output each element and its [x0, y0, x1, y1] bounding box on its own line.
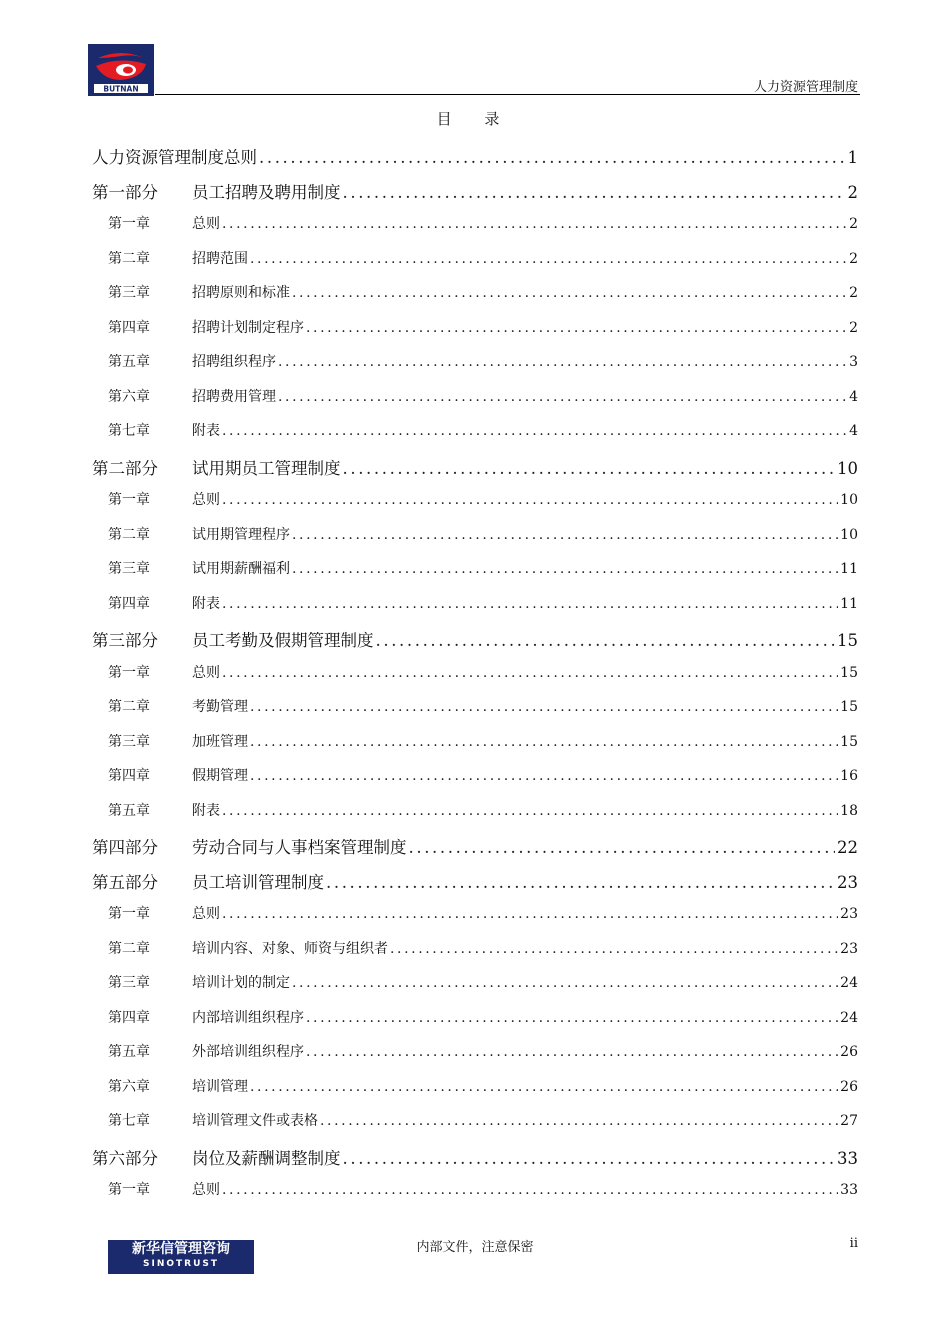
toc-entry-page: 2: [849, 285, 858, 301]
toc-entry-number: 第四部分: [92, 838, 158, 857]
company-logo: [88, 44, 154, 96]
toc-dot-leader: [259, 148, 846, 167]
toc-entry-page: 24: [840, 1009, 858, 1026]
toc-entry-label: 总则: [192, 664, 220, 681]
toc-dot-leader: [343, 459, 836, 478]
toc-entry-label: 考勤管理: [192, 699, 248, 715]
toc-chapter-entry[interactable]: [92, 696, 858, 731]
logo-text: BUTNAN: [103, 84, 139, 94]
company-logo-mark: [88, 44, 154, 96]
toc-entry-label: 招聘范围: [192, 250, 248, 267]
toc-part-entry[interactable]: [92, 1145, 858, 1180]
toc-dot-leader: [306, 320, 847, 336]
header-divider: [155, 94, 860, 95]
toc-dot-leader: [222, 1182, 838, 1198]
toc-entry-label: 内部培训组织程序: [192, 1009, 304, 1026]
toc-entry-number: 第三章: [108, 733, 150, 750]
toc-dot-leader: [292, 285, 847, 301]
toc-chapter-entry[interactable]: [92, 972, 858, 1007]
toc-entry-page: 18: [840, 802, 858, 819]
table-of-contents: [92, 144, 858, 1214]
toc-dot-leader: [222, 216, 847, 232]
toc-part-entry[interactable]: [92, 834, 858, 869]
toc-entry-label: 外部培训组织程序: [192, 1044, 304, 1060]
toc-entry-label: 附表: [192, 802, 220, 819]
toc-entry-number: 第六部分: [92, 1148, 158, 1168]
toc-entry-label: 假期管理: [192, 768, 248, 784]
toc-entry-number: 第五部分: [92, 872, 158, 892]
toc-chapter-entry[interactable]: [92, 524, 858, 559]
toc-chapter-entry[interactable]: [92, 558, 858, 593]
toc-dot-leader: [250, 699, 838, 715]
toc-entry-page: 4: [849, 388, 858, 405]
toc-chapter-entry[interactable]: [92, 1076, 858, 1111]
toc-entry-page: 4: [849, 423, 858, 439]
toc-entry-page: 2: [849, 319, 858, 336]
toc-part-entry[interactable]: [92, 627, 858, 662]
toc-entry-number: 第三章: [108, 285, 150, 301]
toc-entry-label: 人力资源管理制度总则: [92, 148, 257, 167]
toc-dot-leader: [343, 183, 846, 202]
toc-chapter-entry[interactable]: [92, 248, 858, 283]
toc-dot-leader: [222, 906, 838, 922]
toc-entry-label: 加班管理: [192, 733, 248, 750]
toc-dot-leader: [326, 873, 835, 892]
toc-part-entry[interactable]: [92, 455, 858, 490]
toc-entry-label: 培训计划的制定: [192, 975, 290, 991]
toc-entry-page: 24: [840, 975, 858, 991]
document-header-title: 人力资源管理制度: [753, 80, 858, 95]
toc-entry-number: 第三章: [108, 975, 150, 991]
toc-entry-page: 23: [840, 940, 858, 957]
toc-entry-label: 招聘费用管理: [192, 388, 276, 405]
toc-dot-leader: [250, 768, 838, 784]
toc-title: 目 录: [436, 110, 514, 128]
toc-entry-page: 22: [837, 838, 858, 857]
toc-chapter-entry[interactable]: [92, 593, 858, 628]
toc-entry-number: 第二章: [108, 526, 150, 543]
toc-entry-label: 员工招聘及聘用制度: [192, 182, 341, 202]
toc-entry-number: 第一章: [108, 906, 150, 922]
toc-entry-number: 第四章: [108, 768, 150, 784]
toc-entry-number: 第七章: [108, 1113, 150, 1129]
toc-chapter-entry[interactable]: [92, 489, 858, 524]
toc-entry-label: 招聘原则和标准: [192, 285, 290, 301]
toc-entry-page: 11: [840, 595, 858, 612]
toc-dot-leader: [278, 354, 847, 370]
toc-dot-leader: [222, 803, 838, 819]
toc-chapter-entry[interactable]: [92, 351, 858, 386]
toc-entry-number: 第二部分: [92, 458, 158, 478]
toc-entry-label: 总则: [192, 906, 220, 922]
toc-dot-leader: [320, 1113, 838, 1129]
toc-entry-label: 员工考勤及假期管理制度: [192, 631, 374, 650]
toc-entry-number: 第一章: [108, 492, 150, 508]
toc-entry-number: 第四章: [108, 319, 150, 336]
toc-entry-number: 第二章: [108, 940, 150, 957]
toc-entry-number: 第五章: [108, 1044, 150, 1060]
toc-dot-leader: [250, 251, 847, 267]
toc-part-entry[interactable]: [92, 179, 858, 214]
toc-entry-label: 总则: [192, 1182, 220, 1198]
toc-dot-leader: [292, 975, 838, 991]
toc-entry-page: 10: [840, 492, 858, 508]
toc-entry-number: 第六章: [108, 1078, 150, 1095]
toc-chapter-entry[interactable]: [92, 1110, 858, 1145]
toc-entry-number: 第三章: [108, 561, 150, 577]
toc-entry-label: 附表: [192, 595, 220, 612]
toc-entry-label: 附表: [192, 423, 220, 439]
toc-entry-number: 第五章: [108, 802, 150, 819]
toc-dot-leader: [278, 389, 847, 405]
toc-entry-number: 第七章: [108, 423, 150, 439]
toc-dot-leader: [343, 1149, 836, 1168]
toc-entry-number: 第四章: [108, 595, 150, 612]
toc-entry-label: 总则: [192, 216, 220, 232]
toc-chapter-entry[interactable]: [92, 938, 858, 973]
toc-part-entry[interactable]: [92, 869, 858, 904]
toc-entry-page: 11: [840, 561, 858, 577]
toc-entry-page: 10: [840, 526, 858, 543]
toc-entry-page: 2: [849, 216, 858, 232]
toc-chapter-entry[interactable]: [92, 903, 858, 938]
toc-entry-page: 27: [840, 1113, 858, 1129]
toc-entry-page: 10: [837, 458, 858, 478]
toc-dot-leader: [376, 631, 836, 650]
toc-dot-leader: [292, 527, 838, 543]
page-number: ii: [849, 1236, 858, 1251]
toc-entry-label: 培训管理: [192, 1078, 248, 1095]
footer-logo-cn: 新华信管理咨询: [132, 1241, 230, 1257]
toc-chapter-entry[interactable]: [92, 765, 858, 800]
toc-entry-page: 3: [849, 354, 858, 370]
toc-entry-label: 试用期薪酬福利: [192, 561, 290, 577]
toc-entry-label: 员工培训管理制度: [192, 872, 324, 892]
toc-entry-number: 第六章: [108, 388, 150, 405]
toc-chapter-entry[interactable]: [92, 282, 858, 317]
toc-entry-label: 总则: [192, 492, 220, 508]
toc-entry-page: 2: [847, 182, 858, 202]
toc-dot-leader: [390, 941, 838, 957]
toc-entry-page: 26: [840, 1044, 858, 1060]
toc-entry-page: 23: [837, 872, 858, 892]
toc-entry-page: 2: [849, 250, 858, 267]
toc-entry-label: 试用期管理程序: [192, 526, 290, 543]
toc-chapter-entry[interactable]: [92, 420, 858, 455]
toc-dot-leader: [250, 734, 838, 750]
toc-dot-leader: [222, 492, 838, 508]
toc-dot-leader: [222, 423, 847, 439]
toc-chapter-entry[interactable]: [92, 213, 858, 248]
toc-chapter-entry[interactable]: [92, 317, 858, 352]
toc-part-entry[interactable]: [92, 144, 858, 179]
toc-entry-label: 培训管理文件或表格: [192, 1113, 318, 1129]
toc-entry-page: 23: [840, 906, 858, 922]
toc-chapter-entry[interactable]: [92, 1007, 858, 1042]
toc-entry-label: 招聘组织程序: [192, 354, 276, 370]
toc-dot-leader: [409, 838, 836, 857]
toc-entry-page: 15: [840, 733, 858, 750]
toc-dot-leader: [222, 596, 838, 612]
toc-entry-page: 33: [837, 1148, 858, 1168]
toc-chapter-entry[interactable]: [92, 731, 858, 766]
toc-chapter-entry[interactable]: [92, 662, 858, 697]
toc-chapter-entry[interactable]: [92, 800, 858, 835]
toc-entry-page: 15: [840, 699, 858, 715]
toc-entry-number: 第五章: [108, 354, 150, 370]
toc-chapter-entry[interactable]: [92, 386, 858, 421]
toc-entry-number: 第一章: [108, 664, 150, 681]
confidential-note: 内部文件，注意保密: [416, 1240, 534, 1255]
toc-entry-page: 33: [840, 1182, 858, 1198]
toc-entry-number: 第二章: [108, 250, 150, 267]
toc-dot-leader: [306, 1044, 838, 1060]
toc-entry-number: 第一章: [108, 216, 150, 232]
toc-chapter-entry[interactable]: [92, 1041, 858, 1076]
footer-logo-en: SINOTRUST: [142, 1259, 219, 1269]
toc-entry-number: 第二章: [108, 699, 150, 715]
toc-entry-label: 培训内容、对象、师资与组织者: [192, 940, 388, 957]
toc-dot-leader: [306, 1010, 838, 1026]
toc-entry-label: 岗位及薪酬调整制度: [192, 1148, 341, 1168]
toc-entry-label: 劳动合同与人事档案管理制度: [192, 838, 407, 857]
toc-entry-page: 26: [840, 1078, 858, 1095]
toc-entry-number: 第四章: [108, 1009, 150, 1026]
toc-entry-label: 招聘计划制定程序: [192, 319, 304, 336]
toc-entry-number: 第三部分: [92, 631, 158, 650]
toc-chapter-entry[interactable]: [92, 1179, 858, 1214]
toc-dot-leader: [292, 561, 838, 577]
toc-entry-label: 试用期员工管理制度: [192, 458, 341, 478]
toc-entry-page: 15: [837, 631, 858, 650]
toc-entry-page: 15: [840, 664, 858, 681]
toc-entry-page: 1: [847, 148, 858, 167]
toc-entry-page: 16: [840, 768, 858, 784]
toc-dot-leader: [250, 1079, 838, 1095]
toc-entry-number: 第一章: [108, 1182, 150, 1198]
toc-dot-leader: [222, 665, 838, 681]
toc-entry-number: 第一部分: [92, 182, 158, 202]
